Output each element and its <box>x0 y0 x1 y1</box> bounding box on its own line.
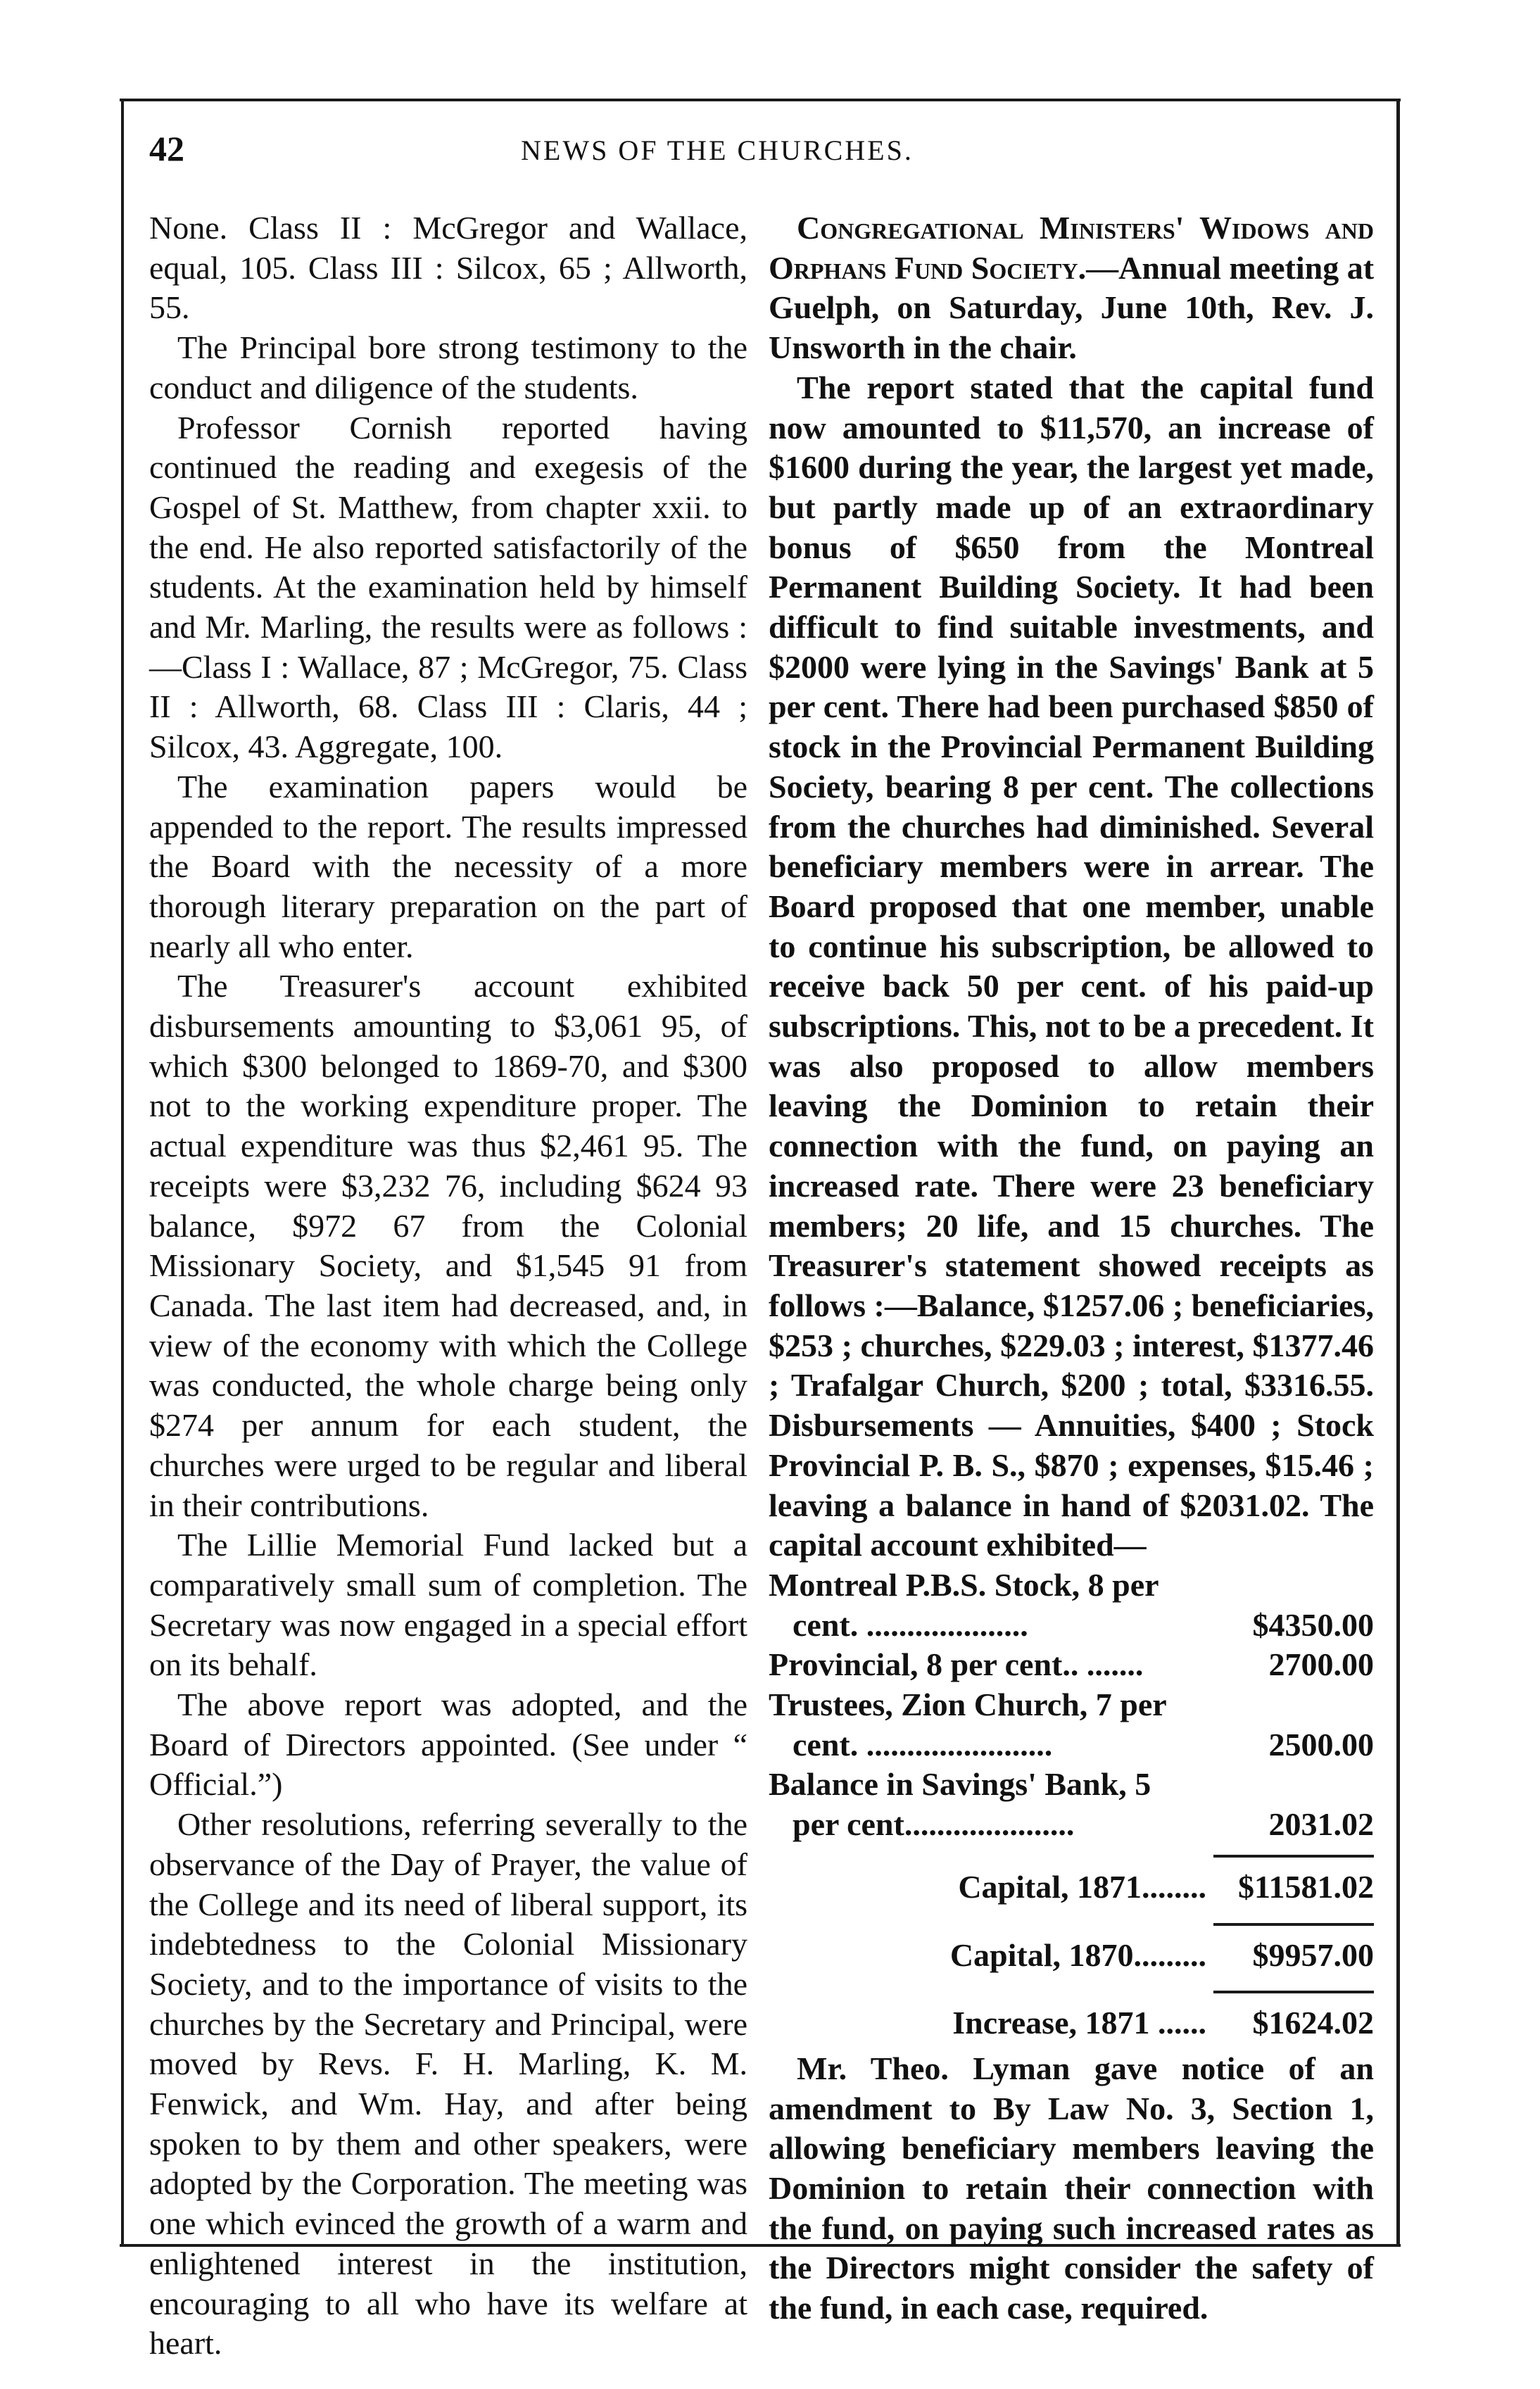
paragraph: The above report was adopted, and the Board of Directors appointed. (See under “ Official.”) <box>149 1687 747 1803</box>
ledger-entry <box>769 1645 1374 1685</box>
article-heading: Congregational Ministers' Widows and Orphans Fund Society. <box>769 210 1374 286</box>
ledger-amount: $4350.00 <box>1252 1606 1374 1643</box>
total-amount: $9957.00 <box>1252 1936 1374 1973</box>
total-label: Capital, 1870......... <box>949 1936 1206 1973</box>
ledger-label: Trustees, Zion Church, 7 per <box>769 1687 1167 1723</box>
right-column <box>769 208 1374 2328</box>
paragraph: The Principal bore strong testimony to the conduct and diligence of the students. <box>149 329 747 405</box>
sum-rule <box>1213 1991 1374 1993</box>
total-row <box>769 1998 1374 2049</box>
total-amount: $11581.02 <box>1238 1868 1374 1905</box>
ledger-amount: 2031.02 <box>1268 1806 1374 1843</box>
sum-rule <box>1213 1923 1374 1926</box>
paragraph: The Treasurer's account exhibited disbursements amounting to $3,061 95, of which $300 belonged to 1869-70, and $300 not to the working expenditure proper. The actual expenditure was thus $2,461 95. The receipts were $3,232 76, including $624 93 balance, $972 67 from the Colonial Missionary Society, and $1,545 91 from Canada. The last item had decreased, and, in view of the economy with which the College was conducted, the whole charge being only $274 per annum for each student, the churches were urged to be regular and liberal in their contributions. <box>149 968 747 1523</box>
paragraph: The examination papers would be appended to the report. The results impressed the Board with the necessity of a more thorough literary preparation on the part of nearly all who enter. <box>149 768 747 964</box>
page-number: 42 <box>149 129 184 168</box>
ledger-label: Montreal P.B.S. Stock, 8 per <box>769 1566 1159 1603</box>
ledger-amount: 2500.00 <box>1268 1726 1374 1763</box>
ledger-label-cont: per cent..................... <box>793 1806 1075 1843</box>
total-row <box>769 1930 1374 1981</box>
ledger-label: Provincial, 8 per cent.. ....... <box>769 1646 1144 1683</box>
paragraph: None. Class II : McGregor and Wallace, equal, 105. Class III : Silcox, 65 ; Allworth, 55. <box>149 210 747 326</box>
total-label: Capital, 1871........ <box>958 1868 1206 1905</box>
ledger-label: Balance in Savings' Bank, 5 <box>769 1766 1151 1803</box>
paragraph: Mr. Theo. Lyman gave notice of an amendment to By Law No. 3, Section 1, allowing beneficiary members leaving the Dominion to retain their connection with the fund, on paying such increased rates as the Directors might consider the safety of the fund, in each case, required. <box>769 2050 1374 2326</box>
left-column <box>149 208 747 2364</box>
capital-account-ledger <box>769 1565 1374 2049</box>
right-border-rule <box>1396 99 1400 2245</box>
total-label: Increase, 1871 ...... <box>952 2005 1206 2041</box>
running-head: NEWS OF THE CHURCHES. <box>521 134 914 166</box>
ledger-amount: 2700.00 <box>1268 1646 1374 1683</box>
paragraph: Other resolutions, referring severally to the observance of the Day of Prayer, the value of the College and its need of liberal support, its indebtedness to the Colonial Missionary Society, and to the importance of visits to the churches by the Secretary and Principal, were moved by Revs. F. H. Marling, K. M. Fenwick, and Wm. Hay, and after being spoken to by them and other speakers, were adopted by the Corporation. The meeting was one which evinced the growth of a warm and enlightened interest in the institution, encouraging to all who have its welfare at heart. <box>149 1806 747 2362</box>
top-border-rule <box>120 99 1401 101</box>
ledger-entry <box>769 1685 1374 1765</box>
ledger-entry <box>769 1765 1374 1844</box>
ledger-label-cont: cent. .................... <box>793 1606 1028 1643</box>
total-amount: $1624.02 <box>1252 2005 1374 2041</box>
article-intro: —Annual meeting at Guelph, on Saturday, June 10th, Rev. J. Unsworth in the chair. <box>769 249 1375 366</box>
sum-rule <box>1213 1855 1374 1858</box>
paragraph: Professor Cornish reported having continued the reading and exegesis of the Gospel of St. Matthew, from chapter xxii. to the end. He also reported satisfactorily of the students. At the examination held by himself and Mr. Marling, the results were as follows :—Class I : Wallace, 87 ; McGregor, 75. Class II : Allworth, 68. Class III : Claris, 44 ; Silcox, 43. Aggregate, 100. <box>149 409 747 765</box>
total-row <box>769 1862 1374 1913</box>
paragraph: The report stated that the capital fund now amounted to $11,570, an increase of $1600 during the year, the largest yet made, but partly made up of an extraordinary bonus of $650 from the Montreal Permanent Building Society. It had been difficult to find suitable investments, and $2000 were lying in the Savings' Bank at 5 per cent. There had been purchased $850 of stock in the Provincial Permanent Building Society, bearing 8 per cent. The collections from the churches had diminished. Several beneficiary members were in arrear. The Board proposed that one member, unable to continue his subscription, be allowed to receive back 50 per cent. of his paid-up subscriptions. This, not to be a precedent. It was also proposed to allow members leaving the Dominion to retain their connection with the fund, on paying an increased rate. There were 23 beneficiary members; 20 life, and 15 churches. The Treasurer's statement showed receipts as follows :—Balance, $1257.06 ; beneficiaries, $253 ; churches, $229.03 ; interest, $1377.46 ; Trafalgar Church, $200 ; total, $3316.55. Disbursements — Annuities, $400 ; Stock Provincial P. B. S., $870 ; expenses, $15.46 ; leaving a balance in hand of $2031.02. The capital account exhibited— <box>769 369 1374 1563</box>
article-opening <box>769 208 1374 368</box>
ledger-label-cont: cent. ....................... <box>793 1726 1053 1763</box>
ledger-entry <box>769 1565 1374 1645</box>
left-border-rule <box>121 99 124 2245</box>
paragraph: The Lillie Memorial Fund lacked but a comparatively small sum of completion. The Secretary was now engaged in a special effort on its behalf. <box>149 1527 747 1683</box>
